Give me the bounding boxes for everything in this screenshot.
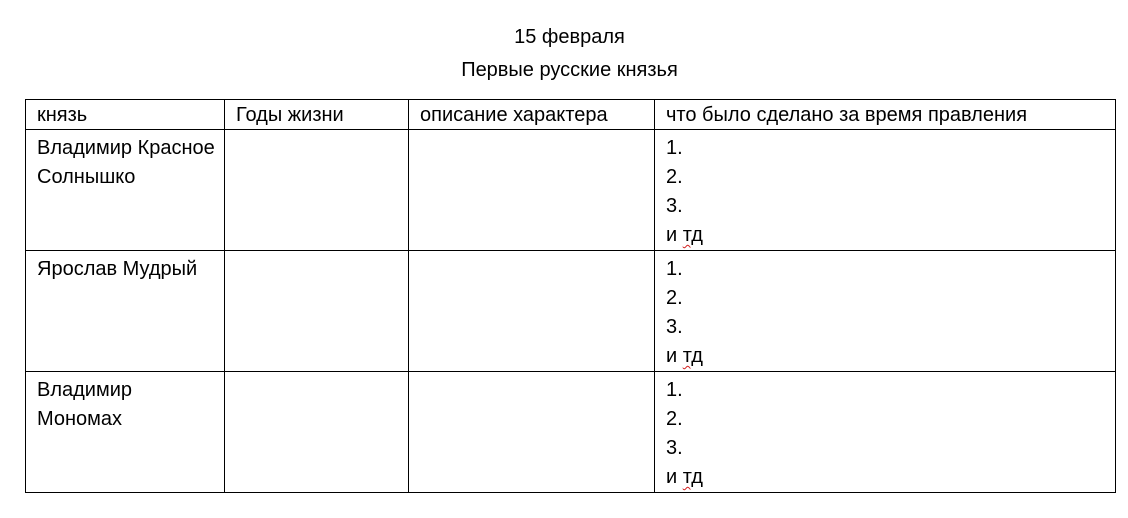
deed-item: 1.	[666, 258, 683, 280]
deed-item: 3.	[666, 437, 683, 459]
header-prince[interactable]: князь	[26, 100, 225, 130]
cell-character[interactable]	[409, 130, 655, 251]
table-row	[26, 372, 1116, 493]
deed-more-word: тд	[682, 345, 703, 367]
deed-more-prefix: и	[666, 345, 683, 367]
deed-item: 2.	[666, 287, 683, 309]
deed-more-word: тд	[682, 466, 703, 488]
cell-prince[interactable]: Владимир Красное Солнышко	[26, 130, 225, 251]
cell-prince[interactable]: Ярослав Мудрый	[26, 251, 225, 372]
cell-character[interactable]	[409, 372, 655, 493]
table-row	[26, 130, 1116, 251]
deed-more-prefix: и	[666, 224, 683, 246]
princes-table	[25, 99, 1116, 493]
deed-more-word: тд	[682, 224, 703, 246]
cell-deeds[interactable]	[655, 372, 1116, 493]
cell-years[interactable]	[225, 130, 409, 251]
table-header-row	[26, 100, 1116, 130]
header-deeds[interactable]: что было сделано за время правления	[655, 100, 1116, 130]
cell-deeds[interactable]	[655, 251, 1116, 372]
deed-item: 3.	[666, 316, 683, 338]
deed-more-prefix: и	[666, 466, 683, 488]
deed-item: 3.	[666, 195, 683, 217]
cell-years[interactable]	[225, 372, 409, 493]
cell-years[interactable]	[225, 251, 409, 372]
deed-item: 2.	[666, 408, 683, 430]
cell-deeds[interactable]	[655, 130, 1116, 251]
header-character[interactable]: описание характера	[409, 100, 655, 130]
deed-item: 2.	[666, 166, 683, 188]
cell-prince[interactable]: Владимир Мономах	[26, 372, 225, 493]
table-row	[26, 251, 1116, 372]
document-title: Первые русские князья	[461, 59, 678, 81]
deed-item-more	[666, 463, 1107, 492]
deed-item: 1.	[666, 137, 683, 159]
deed-item-more	[666, 342, 1107, 371]
deed-item: 1.	[666, 379, 683, 401]
header-years[interactable]: Годы жизни	[225, 100, 409, 130]
document-date: 15 февраля	[514, 26, 625, 48]
deed-item-more	[666, 221, 1107, 250]
cell-character[interactable]	[409, 251, 655, 372]
